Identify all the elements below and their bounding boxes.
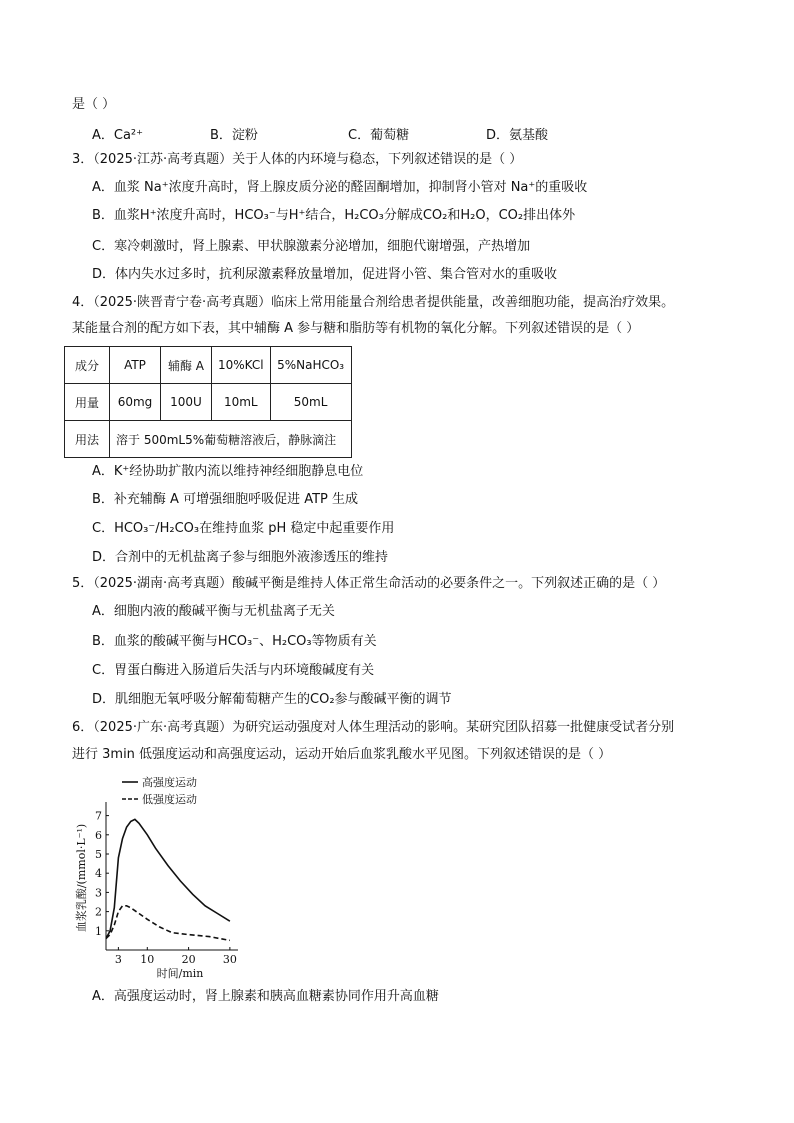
- legend-label: 低强度运动: [142, 793, 197, 806]
- y-tick-label: 2: [95, 905, 102, 919]
- q5-option-b: B．血浆的酸碱平衡与HCO₃⁻、H₂CO₃等物质有关: [92, 634, 377, 649]
- table-cell: 100U: [161, 384, 212, 421]
- q4-option-a: A．K⁺经协助扩散内流以维持神经细胞静息电位: [92, 464, 364, 479]
- table-cell-usage: 溶于 500mL5%葡萄糖溶液后，静脉滴注: [110, 421, 352, 458]
- lactate-chart: [72, 770, 262, 980]
- table-cell: 用法: [65, 421, 110, 458]
- table-cell: 成分: [65, 347, 110, 384]
- q3-option-b: B．血浆H⁺浓度升高时，HCO₃⁻与H⁺结合，H₂CO₃分解成CO₂和H₂O，CO₂排出体外: [92, 208, 576, 223]
- table-row: [65, 421, 352, 458]
- q6-stem-line1: 6．（2025·广东·高考真题）为研究运动强度对人体生理活动的影响。某研究团队招募一批健康受试者分别: [72, 720, 675, 735]
- table-cell: 10%KCl: [212, 347, 271, 384]
- prev-option-b: B．淀粉: [210, 128, 258, 143]
- q4-option-b: B．补充辅酶 A 可增强细胞呼吸促进 ATP 生成: [92, 492, 359, 507]
- table-cell: 50mL: [270, 384, 351, 421]
- q5-option-c: C．胃蛋白酶进入肠道后失活与内环境酸碱度有关: [92, 663, 375, 678]
- q3-option-c: C．寒冷刺激时，肾上腺素、甲状腺激素分泌增加，细胞代谢增强，产热增加: [92, 239, 531, 254]
- q6-stem-line2: 进行 3min 低强度运动和高强度运动，运动开始后血浆乳酸水平见图。下列叙述错误的是（ ）: [72, 747, 612, 762]
- q5-option-d: D．肌细胞无氧呼吸分解葡萄糖产生的CO₂参与酸碱平衡的调节: [92, 692, 452, 707]
- table-cell: ATP: [110, 347, 161, 384]
- series-line-high-intensity: [106, 819, 230, 938]
- prev-option-d: D．氨基酸: [486, 128, 549, 143]
- y-tick-label: 5: [95, 848, 102, 861]
- q3-option-d: D．体内失水过多时，抗利尿激素释放量增加，促进肾小管、集合管对水的重吸收: [92, 267, 558, 282]
- prev-option-c: C．葡萄糖: [348, 128, 410, 143]
- y-tick-label: 6: [95, 828, 102, 842]
- x-tick-label: 30: [222, 953, 237, 966]
- y-tick-label: 4: [95, 867, 102, 881]
- table-cell: 5%NaHCO₃: [270, 347, 351, 384]
- y-tick-label: 1: [95, 924, 102, 938]
- series-line-low-intensity: [106, 906, 230, 941]
- q3-option-a: A．血浆 Na⁺浓度升高时，肾上腺皮质分泌的醛固酮增加，抑制肾小管对 Na⁺的重吸收: [92, 180, 588, 195]
- prev-question-tail: 是（ ）: [72, 97, 116, 112]
- y-axis-label: 血浆乳酸/(mmol·L⁻¹): [75, 823, 88, 933]
- y-tick-label: 3: [95, 886, 102, 900]
- prev-options: [92, 124, 612, 142]
- prev-option-a: A．Ca²⁺: [92, 128, 144, 143]
- y-tick-label: 7: [95, 809, 102, 823]
- q5-option-a: A．细胞内液的酸碱平衡与无机盐离子无关: [92, 604, 335, 619]
- table-cell: 辅酶 A: [161, 347, 212, 384]
- x-tick-label: 10: [140, 953, 155, 966]
- table-cell: 60mg: [110, 384, 161, 421]
- table-cell: 10mL: [212, 384, 271, 421]
- legend-label: 高强度运动: [142, 776, 197, 789]
- q4-option-c: C．HCO₃⁻/H₂CO₃在维持血浆 pH 稳定中起重要作用: [92, 521, 395, 536]
- table-row: [65, 347, 352, 384]
- x-tick-label: 3: [114, 953, 122, 966]
- q4-option-d: D．合剂中的无机盐离子参与细胞外液渗透压的维持: [92, 550, 389, 565]
- formula-table: [64, 346, 352, 458]
- table-cell: 用量: [65, 384, 110, 421]
- q4-stem-line2: 某能量合剂的配方如下表，其中辅酶 A 参与糖和脂肪等有机物的氧化分解。下列叙述错误的是（ ）: [72, 321, 640, 336]
- x-axis-label: 时间/min: [156, 967, 204, 980]
- q4-stem-line1: 4．（2025·陕晋青宁卷·高考真题）临床上常用能量合剂给患者提供能量，改善细胞功能，提高治疗效果。: [72, 295, 675, 310]
- q5-stem: 5．（2025·湖南·高考真题）酸碱平衡是维持人体正常生命活动的必要条件之一。下列叙述正确的是（ ）: [72, 576, 666, 591]
- q3-stem: 3．（2025·江苏·高考真题）关于人体的内环境与稳态，下列叙述错误的是（ ）: [72, 152, 523, 167]
- x-tick-label: 20: [181, 953, 196, 966]
- q6-option-a: A．高强度运动时，肾上腺素和胰高血糖素协同作用升高血糖: [92, 989, 439, 1004]
- table-row: [65, 384, 352, 421]
